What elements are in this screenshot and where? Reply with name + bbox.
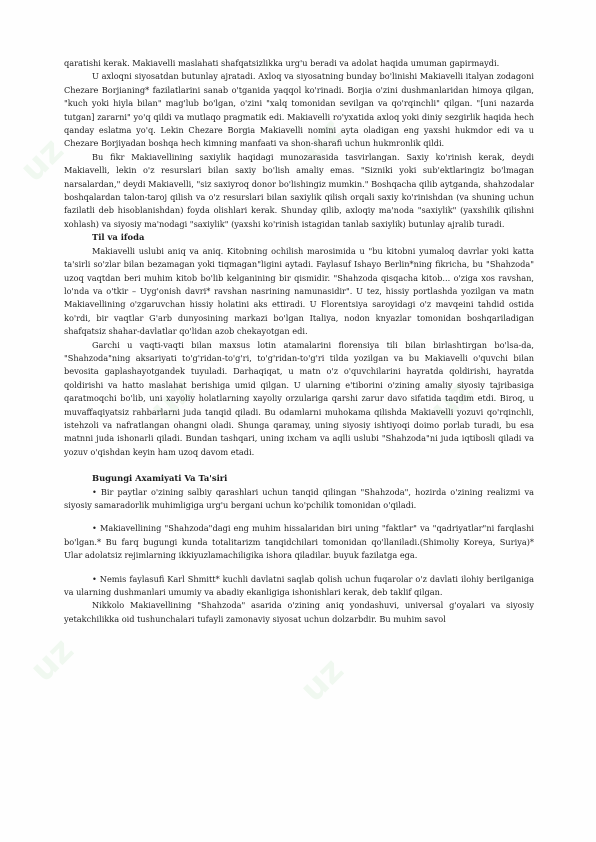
watermark: uz [22, 630, 82, 690]
watermark: uz [292, 110, 352, 170]
watermark: uz [422, 370, 482, 430]
section-heading: Til va ifoda [92, 232, 145, 243]
watermark: uz [142, 370, 202, 430]
paragraph: qaratishi kerak. Makiavelli maslahati shafqatsizlikka urg'u beradi va adolat haqida umuman gapirmaydi. [64, 58, 500, 68]
section-heading: Bugungi Axamiyati Va Ta'siri [92, 473, 228, 484]
paragraph: Makiavelli uslubi aniq va aniq. Kitobning ochilish marosimida u "bu kitobni yumaloq davrlar yoki katta ta'sirli so'zlar bilan bezamagan yoki tiqmagan"ligini aytadi. Faylasuf Ishayo Berlin*ning fikricha, bu "Shahzoda" uzoq vaqtdan beri muhim kitob bo'lib kelganining bir qismidir. "Shahzoda qisqacha kitob... o'ziga xos ravshan, lo'nda va o'tkir – Uyg'onish davri* ravshan nasrining namunasidir". U tez, hissiy portlashda yozilgan va matn Makiavellining o'zgaruvchan hissiy holatini aks ettiradi. U Florentsiya saroyidagi o'z mavqeini tahdid ostida ko'rdi, bir vaqtlar G'arb dunyosining markazi bo'lgan Italiya, nodon knyazlar tomonidan boshqariladigan shafqatsiz shahar-davlatlar qo'lidan azob chekayotgan edi. [64, 245, 534, 337]
watermark: uz [12, 130, 72, 190]
document-page [64, 57, 534, 626]
paragraph: U axloqni siyosatdan butunlay ajratadi. Axloq va siyosatning bunday bo'linishi Makiavelli italyan zodagoni Chezare Borjianing* fazilatlarini sanab o'tganida yaqqol ko'rinadi. Borjia o'zini dushmanlaridan himoya qilgan, "kuch yoki hiyla bilan" mag'lub bo'lgan, o'zini "xalq tomonidan sevilgan va qo'rqinchli" qilgan. "[uni nazarda tutgan] zararni" yo'q qildi va mutlaqo pragmatik edi. Makiavelli ro'yxatida axloq yoki diniy sezgirlik haqida hech qanday eslatma yo'q. Lekin Chezare Borgia Makiavelli nomini ayta oladigan eng yaxshi hukmdor edi va u Chezare Borjiyadan boshqa hech kimning manfaati va shon-sharafi uchun hukmronlik qildi. [64, 71, 534, 149]
bullet-paragraph: • Nemis faylasufi Karl Shmitt* kuchli davlatni saqlab qolish uchun fuqarolar o'z davlati ilohiy berilganiga va ularning dushmanlari umumiy va abadiy ekanligiga ishonishlari kerak, deb taklif qilgan. [64, 573, 534, 598]
bullet-paragraph: • Bir paytlar o'zining salbiy qarashlari uchun tanqid qilingan "Shahzoda", hozirda o'zining realizmi va siyosiy samaradorlik muhimligiga urg'u bergani uchun ko'pchilik tomonidan o'qiladi. [64, 486, 534, 510]
bullet-paragraph: • Makiavellining "Shahzoda"dagi eng muhim hissalaridan biri uning "faktlar" va "qadriyatlar"ni farqlashi bo'lgan.* Bu farq bugungi kunda totalitarizm tanqidchilari tomonidan qo'llaniladi.(Shimoliy Koreya, Suriya)* Ular adolatsiz rejimlarning ikkiyuzlamachiligika ishora qiladilar. buyuk fazilatga ega. [64, 523, 534, 561]
watermark: uz [292, 650, 352, 710]
paragraph: Nikkolo Makiavellining "Shahzoda" asarida o'zining aniq yondashuvi, universal g'oyalari va siyosiy yetakchilikka oid tushunchalari tufayli zamonaviy siyosat uchun dolzarbdir. Bu muhim savol [64, 600, 534, 624]
paragraph: Bu fikr Makiavellining saxiylik haqidagi munozarasida tasvirlangan. Saxiy ko'rinish kerak, deydi Makiavelli, lekin o'z resurslari bilan saxiy bo'lish amaliy emas. "Sizniki yoki sub'ektlaringiz bo'lmagan narsalardan," deydi Makiavelli, "siz saxiyroq donor bo'lishingiz mumkin." Boshqacha qilib aytganda, shahzodalar boshqalardan talon-taroj qilish va o'z resurslari bilan saxiylik qilish orqali saxiy ko'rinishdan (va shuning uchun fazilatli deb hisoblanishdan) foyda olishlari kerak. Shunday qilib, axloqiy ma'noda "saxiylik" (yaxshilik qilishni xohlash) va siyosiy ma'nodagi "saxiylik" (yaxshi ko'rinish istagidan tanlab saxiylik) butunlay ajralib turadi. [64, 151, 534, 229]
paragraph: Garchi u vaqti-vaqti bilan maxsus lotin atamalarini florensiya tili bilan birlashtirgan bo'lsa-da, "Shahzoda"ning aksariyati to'g'ridan-to'g'ri, to'g'ridan-to'g'ri tilda yozilgan va bu Makiavelli o'quvchi bilan bevosita gaplashayotgandek tuyuladi. Darhaqiqat, u matn o'z o'quvchilarini hayratda qoldirishi, hayratda qoldirishi va hatto maslahat berishiga umid qilgan. U ularning e'tiborini o'zining amaliy siyosiy tajribasiga qaratmoqchi bo'lib, uni xayoliy holatlarning xayoliy orzulariga qarshi zarur davo sifatida taqdim etdi. Biroq, u muvaffaqiyatsiz rahbarlarni juda tanqid qiladi. Bu odamlarni muhokama qilishda Makiavelli yozuvi qo'rqinchli, istehzoli va nafratlangan ohangni oladi. Shunga qaramay, uning siyosiy ishtiyoqi doimo porlab turadi, bu esa matnni juda ishonarli qiladi. Bundan tashqari, uning ixcham va aqlli uslubi "Shahzoda"ni juda iqtibosli qiladi va yozuv o'qishdan keyin ham uzoq davom etadi. [64, 339, 534, 457]
